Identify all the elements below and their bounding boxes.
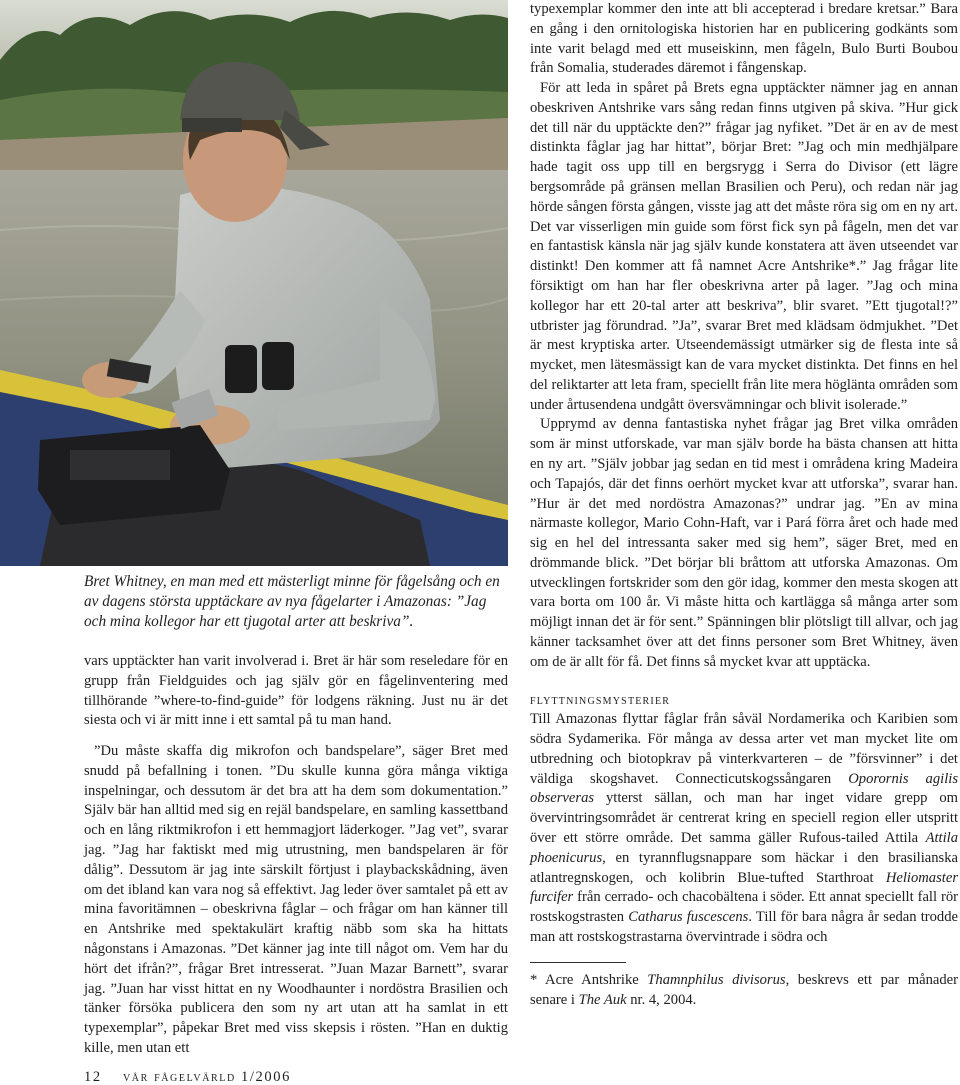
right-paragraph-4 — [530, 710, 958, 947]
p4-text-g: från cerrado- och chacobältena i söder. Ett annat speciellt fall rör rostskogstrasten — [530, 889, 958, 926]
left-paragraph-2: ”Du måste skaffa dig mikrofon och bandspelare”, säger Bret med snudd på befallning i tonen. ”Du skulle kunna göra många viktiga inspelningar, och dessutom är det bra att ha dem som dokumentation.” Själv bär han alltid med sig en rejäl bandspelare, en samling kassettband och en lång riktmikrofon i ett hemmagjort läderkoger. ”Jag vet”, svarar jag. ”Jag har faktiskt med mig utrustning, men bandspelaren är för dålig”. Dessutom är jag inte särskilt förtjust i playbackskådning, även om det ibland kan vara nog så effektivt. Jag leder över samtalet på ett av mina favoritämnen – obeskrivna fåglar – och frågar om han känner till en Antshrike med spektakulärt kraftig näbb som ska ha hittats någonstans i Amazonas. ”Det känner jag inte till något om. Vem har du hört det ifrån?”, frågar Bret intresserat. ”Juan Mazar Barnett”, svarar jag. ”Juan har visst hittat en ny Woodhaunter i nordöstra Brasilien och tänker försöka publicera den som ny art utan att ha samlat in ett typexemplar”, påpekar Bret med viss skepsis i rösten. ”Han en duktig kille, men utan ett — [84, 743, 508, 1056]
photo-caption: Bret Whitney, en man med ett mästerligt minne för fågelsång och en av dagens största upptäckare av nya fågelarter i Amazonas: ”Jag och mina kollegor har ett tjugotal arter att beskriva”. — [84, 573, 500, 630]
footnote-journal: The Auk — [578, 991, 627, 1008]
left-paragraph-1: vars upptäckter han varit involverad i. Bret är här som reseledare för en grupp från Fieldguides och jag själv gör en fågelinventering med tillhörande ”where-to-find-guide” för lodgens räkning. Just nu är det siesta och vi är mitt inne i ett samtal på tu man hand. — [84, 653, 508, 729]
section-subheading: flyttningsmysterier — [530, 691, 671, 708]
page-footer — [84, 1069, 291, 1085]
p4-species-oporornis: Oporornis agilis observeras — [530, 770, 958, 807]
right-paragraph-3: Upprymd av denna fantastiska nyhet frågar jag Bret vilka områden som är minst utforskade, var man själv borde ha bästa chansen att hitta en ny art. ”Själv jobbar jag sedan en tid mest i områdena kring Madeira och Tapajós, där det finns oerhört mycket kvar att utforska”, svarar han. ”Hur är det med nordöstra Amazonas?” undrar jag. ”En av mina närmaste kollegor, Mario Cohn-Haft, var i Pará förra året och hade med sig en hel del intressanta saker med sig hem”, säger Bret, med en drömmande blick. ”Det börjar bli bråttom att utforska Amazonas. Om utvecklingen fortskrider som den gör idag, kommer den mesta skogen att vara borta om 100 år. Vi måste hitta och kartlägga så många arter som möjligt innan det är för sent.” Spänningen blir plötsligt till allvar, och jag känner tacksamhet över att det finns personer som Bret Whitney, även om de är allt för få. Det finns så mycket kvar att upptäcka. — [530, 416, 958, 670]
article-photo — [0, 0, 508, 566]
right-column — [530, 0, 958, 1010]
footnote-text-e: nr. 4, 2004. — [626, 991, 697, 1008]
p4-text-i: . Till för bara några år sedan trodde man att rostskogstrastarna övervintrade i södra och — [530, 909, 958, 945]
publication-name: vår fågelvärld 1/2006 — [122, 1069, 291, 1085]
p4-text-e: , en tyrannflugsnappare som häckar i den brasilianska atlantregnskogen, och kolibrin Blue-tufted Starthroat — [530, 849, 958, 886]
p4-species-heliomaster: Heliomaster furcifer — [530, 869, 958, 906]
page-number: 12 — [84, 1069, 102, 1085]
footnote-species: Thamnphilus divisorus — [647, 971, 786, 988]
p4-species-catharus: Catharus fuscescens — [628, 909, 749, 926]
footnote — [530, 971, 958, 1011]
footnote-divider — [530, 962, 626, 963]
right-paragraph-1: typexemplar kommer den inte att bli accepterad i bredare kretsar.” Bara en gång i den ornitologiska historien har en publicering godkänts som inte varit belagd med ett museiskinn, men fågeln, Bulo Burti Boubou från Somalia, studerades däremot i fångenskap. — [530, 1, 958, 77]
footnote-text-c: , beskrevs ett par månader senare i — [530, 971, 959, 1008]
p4-species-attila: Attila phoenicurus — [530, 830, 958, 866]
footnote-text-a: * Acre Antshrike — [530, 971, 648, 988]
p4-text-c: ytterst sällan, och man har inget vidare grepp om övervintringsområdet är centrerat kring en speciell region eller utspritt över ett större område. Det samma gäller Rufous-tailed Attila — [530, 790, 958, 847]
right-paragraph-2: För att leda in spåret på Brets egna upptäckter nämner jag en annan obeskriven Antshrike vars sång redan finns utgiven på skiva. ”Hur gick det till när du upptäckte den?” frågar jag nyfiket. ”Det är en av de mest distinkta fåglar jag har hittat”, börjar Bret: ”Jag och min medhjälpare hade tagit oss upp till en bergsrygg i Serra do Divisor (ett lägre bergsområde på gränsen mellan Brasilien och Peru), och redan när jag hörde sången första gången, visste jag att det måste röra sig om en ny art. Det var visserligen min guide som först fick syn på fågeln, men det var en fantastisk känsla när jag själv kunde konstatera att även utseendet var distinkt! Den kommer att få namnet Acre Antshrike*.” Jag frågar lite försiktigt om han har fler obeskrivna arter på lager. ”Jag och mina kollegor har ett 20-tal arter att beskriva”, blir svaret. ”Ett tjugotal!?” utbrister jag förundrad. ”Ja”, svarar Bret med klädsam ödmjukhet. ”Det är mest kryptiska arter. Utseendemässigt utmärker sig de flesta inte så mycket, men lätesmässigt kan de vara mycket distinkta. Det finns en hel del reliktarter att leta fram, speciellt från lite mera höglänta områden som under årtusendena undgått översvämningar och blivit isolerade.” — [530, 80, 958, 413]
p4-text-a: Till Amazonas flyttar fåglar från såväl Nordamerika och Karibien som södra Sydamerika. För många av dessa arter vet man mycket lite om utbredning och biotopkrav på vinterkvarteren – de ”försvinner” i det väldiga skogshavet. Connecticutskogssångaren — [530, 711, 958, 787]
photo-illustration — [0, 0, 508, 566]
left-column — [84, 652, 508, 1059]
